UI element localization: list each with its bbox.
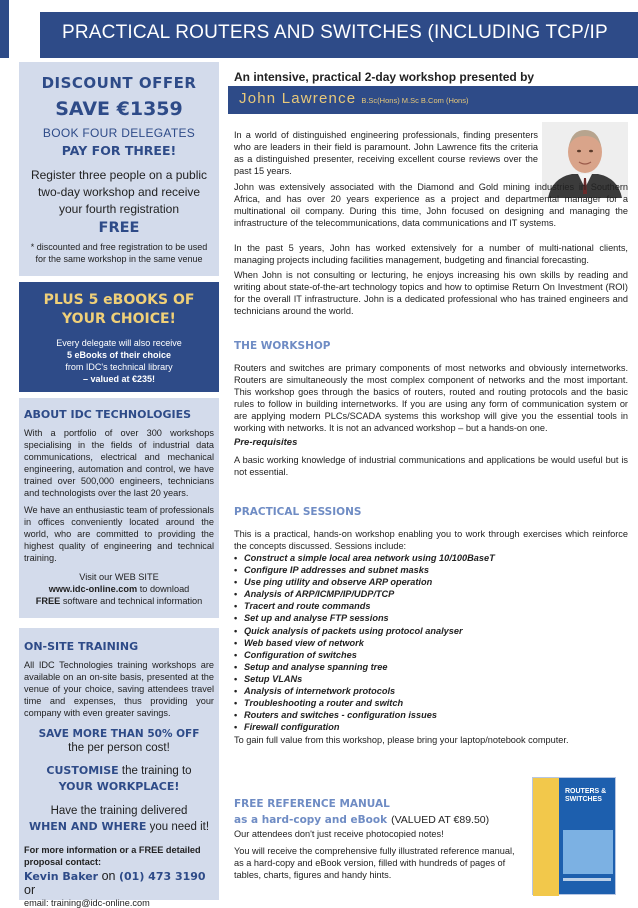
presenter-paragraph: When John is not consulting or lecturing, he enjoys increasing his own skills by reading and writing about state-of-the-art technology topics and how to optimise Return On Investment (ROI) for the overall IT infrastructure. John is a dedicated professional who has trained engineers and technicians around the world. <box>234 270 628 317</box>
discount-footnote: * discounted and free registration to be used for the same workshop in the same venue <box>30 242 208 264</box>
cover-title: ROUTERS & SWITCHES <box>565 788 607 803</box>
session-item: • Troubleshooting a router and switch <box>234 698 404 709</box>
session-item: • Web based view of network <box>234 637 364 648</box>
about-website <box>19 571 219 607</box>
onsite-save-50: SAVE MORE THAN 50% OFF <box>38 728 200 741</box>
header-accent-bar <box>0 0 9 58</box>
about-paragraph: With a portfolio of over 300 workshops specialising in the fields of industrial data communications, electrical and mechanical engineering, automation and control, we have trained over 500,000 engineers, technicians and technologists over the last 20 years. <box>24 428 214 499</box>
manual-value: (VALUED AT €89.50) <box>391 814 490 826</box>
cover-artwork <box>563 830 613 874</box>
customise-word: CUSTOMISE <box>46 764 119 778</box>
session-item: • Quick analysis of packets using protocol analyser <box>234 625 463 636</box>
session-item: • Setup VLANs <box>234 673 303 684</box>
software-text: software and technical information <box>62 596 203 607</box>
discount-offer-box <box>19 62 219 276</box>
manual-title-block <box>234 798 489 826</box>
sessions-outro: To gain full value from this workshop, please bring your laptop/notebook computer. <box>234 735 569 745</box>
presenter-p2: John was extensively associated with the Diamond and Gold mining industries in Southern Africa, and has over 20 years experience as a project and departmental manager for a multinational oil company. During this time, John focused on designing and managing the infrastructure of the telecommunications, data communications and IT systems. <box>234 182 628 229</box>
onsite-contact <box>19 869 219 897</box>
you-need-text: you need it! <box>149 821 210 834</box>
discount-free: FREE <box>98 220 140 236</box>
manual-paragraph: Our attendees don't just receive photocopied notes! <box>234 829 444 839</box>
onsite-training-box <box>19 628 219 908</box>
onsite-per-person: the per person cost! <box>68 742 170 755</box>
ebooks-line: from IDC's technical library <box>65 362 173 372</box>
discount-book-four: BOOK FOUR DELEGATES <box>42 126 196 140</box>
session-item: • Use ping utility and observe ARP operation <box>234 577 433 588</box>
about-title: ABOUT IDC TECHNOLOGIES <box>24 408 192 421</box>
manual-title: FREE REFERENCE MANUAL <box>234 798 390 810</box>
session-item: • Setup and analyse spanning tree <box>234 661 388 672</box>
website-line <box>19 583 219 595</box>
website-link[interactable]: www.idc-online.com <box>48 584 138 595</box>
have-text: Have the training delivered <box>50 805 188 818</box>
prereq-paragraph: A basic working knowledge of industrial communications and applications be would useful but is not essential. <box>234 455 628 478</box>
session-item: • Analysis of internetwork protocols <box>234 686 396 697</box>
ebooks-line: Every delegate will also receive <box>56 338 182 348</box>
contact-name: Kevin Baker <box>24 870 99 884</box>
training-to-text: the training to <box>121 765 192 778</box>
session-item: • Set up and analyse FTP sessions <box>234 613 389 624</box>
session-item: • Construct a simple local area network using 10/100BaseT <box>234 553 495 563</box>
page-header <box>0 0 638 58</box>
session-item: • Configuration of switches <box>234 649 357 660</box>
contact-email[interactable]: email: training@idc-online.com <box>24 898 150 908</box>
onsite-have-delivered <box>19 804 219 835</box>
about-idc-box <box>19 398 219 618</box>
session-item: • Configure IP addresses and subnet masks <box>234 565 429 576</box>
onsite-more-info: For more information or a FREE detailed proposal contact: <box>24 845 201 868</box>
presenter-intro: An intensive, practical 2-day workshop presented by <box>234 70 535 84</box>
discount-save: SAVE €1359 <box>55 98 183 120</box>
sessions-intro: This is a practical, hands-on workshop enabling you to work through exercises which reinforce the concepts discussed. Sessions include: <box>234 529 628 552</box>
free-software-line <box>19 595 219 607</box>
free-word: FREE <box>35 596 61 607</box>
session-item: • Analysis of ARP/ICMP/IP/UDP/TCP <box>234 589 395 600</box>
manual-subtitle: as a hard-copy and eBook <box>234 814 388 826</box>
when-where-word: WHEN AND WHERE <box>28 820 147 834</box>
discount-title: DISCOUNT OFFER <box>41 74 197 92</box>
ebooks-line: 5 eBooks of their choice <box>66 350 172 360</box>
ebooks-details <box>19 337 219 385</box>
page-title: PRACTICAL ROUTERS AND SWITCHES (INCLUDING TCP/IP <box>62 22 608 43</box>
prereq-title: Pre-requisites <box>234 437 298 448</box>
presenter-paragraph <box>234 181 628 229</box>
workshop-title: THE WORKSHOP <box>234 340 331 352</box>
manual-cover-image <box>532 777 616 895</box>
presenter-quals: B.Sc(Hons) M.Sc B.Com (Hons) <box>361 96 469 105</box>
manual-paragraph: You will receive the comprehensive fully illustrated reference manual, as a hard-copy and eBook version, filled with hundreds of pages of tables, charts, figures and handy hints. <box>234 846 515 881</box>
discount-pay-three: PAY FOR THREE! <box>61 143 177 158</box>
workplace-word: YOUR WORKPLACE! <box>58 780 180 794</box>
session-item: • Firewall configuration <box>234 722 340 733</box>
to-download-text: to download <box>139 584 190 595</box>
presenter-paragraph: In a world of distinguished engineering professionals, finding presenters who are leaders in their field is paramount. John Lawrence fits the criteria as a distinguished presenter, receiving excellent course reviews over the past 15 years. <box>234 130 538 177</box>
visit-text: Visit our WEB SITE <box>79 572 159 583</box>
about-paragraph: We have an enthusiastic team of professionals in offices conveniently located around the world, who are committed to providing the highest quality of engineering and technical training. <box>24 504 214 563</box>
ebooks-title: PLUS 5 eBOOKS OF YOUR CHOICE! <box>43 292 195 327</box>
cover-stripe <box>533 778 559 896</box>
sessions-title: PRACTICAL SESSIONS <box>234 506 362 518</box>
onsite-paragraph: All IDC Technologies training workshops are available on an on-site basis, presented at the venue of your choice, saving attendees travel time and expenses, thus providing your company with even greater savings. <box>24 660 214 719</box>
session-item: • Tracert and route commands <box>234 601 371 612</box>
sessions-list <box>234 552 495 733</box>
workshop-paragraph: Routers and switches are primary components of most networks and obviously internetworks. Routers are simultaneously the most complex component of networks and the most important. This workshop goes through the basics of routers, routed and routing protocols and the basic rules to follow in building internetworks. If you are using any form of communication system or are applying modern PLCs/SCADA systems this workshop will give you the essential tools in working with networks. It is not an advanced workshop – but a hands-on one. <box>234 363 628 434</box>
cover-line <box>563 878 611 881</box>
session-item: • Routers and switches - configuration issues <box>234 710 437 721</box>
presenter-paragraph: In the past 5 years, John has worked extensively for a number of multi-national clients, managing projects including facilities management, budgeting and financial forecasting. <box>234 243 628 266</box>
onsite-customise <box>19 763 219 795</box>
manual-subtitle-line <box>234 814 489 826</box>
ebooks-offer-box <box>19 282 219 392</box>
onsite-title: ON-SITE TRAINING <box>24 640 139 653</box>
on-text: on <box>101 869 116 884</box>
ebooks-line: – valued at €235! <box>82 374 156 384</box>
presenter-name-line <box>239 90 468 107</box>
discount-register-text: Register three people on a public two-day workshop and receive your fourth registration <box>30 168 208 216</box>
contact-phone[interactable]: (01) 473 3190 <box>118 870 206 884</box>
or-text: or <box>24 883 36 898</box>
presenter-name: John Lawrence <box>239 90 357 107</box>
